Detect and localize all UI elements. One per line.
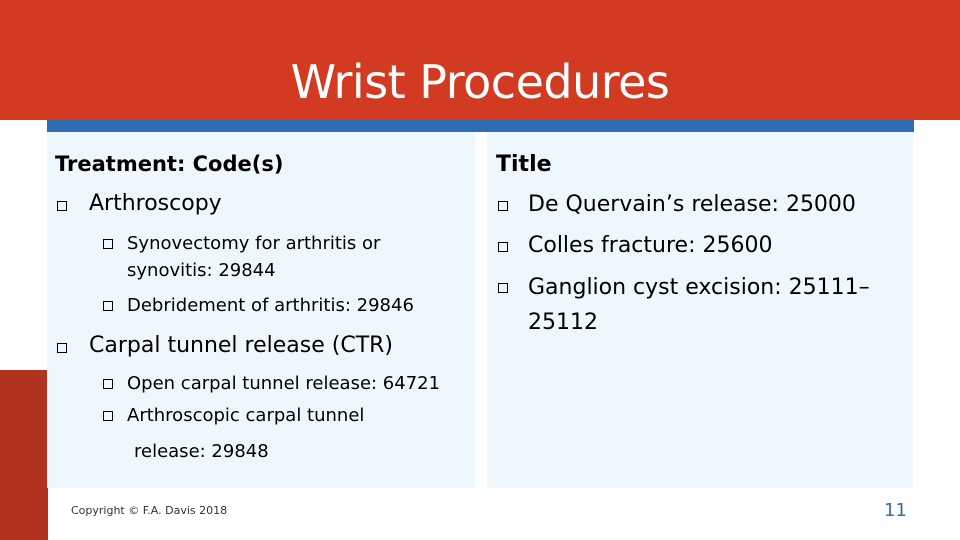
sub-list-item: Synovectomy for arthritis or	[127, 233, 381, 254]
right-heading: Title	[496, 152, 552, 177]
slide-title: Wrist Procedures	[290, 55, 670, 109]
left-accent-bar	[0, 370, 48, 540]
sub-list-item-continued: release: 29848	[134, 441, 269, 462]
square-bullet-icon	[103, 379, 113, 389]
left-heading: Treatment: Code(s)	[55, 152, 284, 176]
square-bullet-icon	[103, 411, 113, 421]
sub-list-item: Debridement of arthritis: 29846	[127, 295, 414, 316]
square-bullet-icon	[103, 239, 113, 249]
square-bullet-icon	[498, 201, 508, 211]
sub-list-item-continued: synovitis: 29844	[127, 260, 276, 281]
square-bullet-icon	[498, 242, 508, 252]
header-accent-line	[47, 120, 914, 132]
list-item: Carpal tunnel release (CTR)	[89, 333, 394, 358]
list-item: Ganglion cyst excision: 25111–	[528, 275, 870, 300]
copyright-text: Copyright © F.A. Davis 2018	[71, 504, 228, 517]
sub-list-item: Open carpal tunnel release: 64721	[127, 373, 441, 394]
square-bullet-icon	[57, 343, 67, 353]
square-bullet-icon	[498, 283, 508, 293]
list-item: Colles fracture: 25600	[528, 233, 773, 258]
list-item: De Quervain’s release: 25000	[528, 192, 856, 217]
page-number: 11	[884, 500, 907, 521]
square-bullet-icon	[103, 301, 113, 311]
list-item-continued: 25112	[528, 310, 598, 335]
list-item: Arthroscopy	[89, 191, 222, 216]
sub-list-item: Arthroscopic carpal tunnel	[127, 405, 365, 426]
square-bullet-icon	[57, 201, 67, 211]
